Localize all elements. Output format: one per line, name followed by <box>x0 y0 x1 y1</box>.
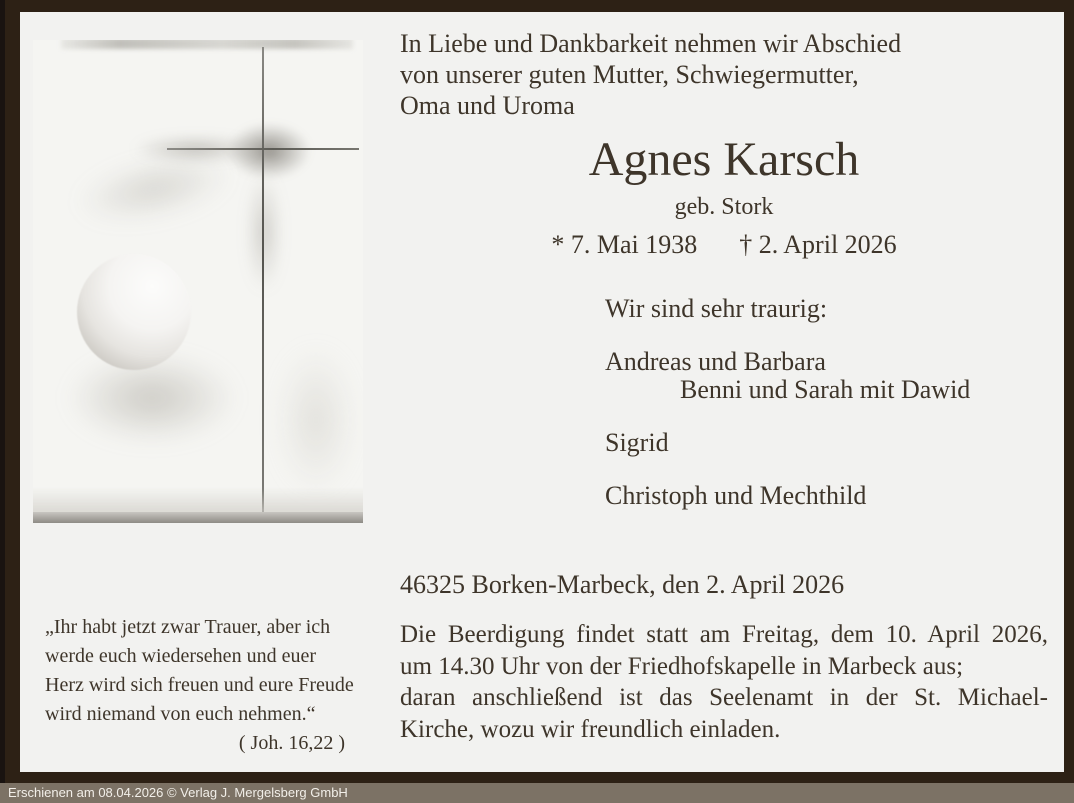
quote-source: ( Joh. 16,22 ) <box>238 732 345 754</box>
cross-horizontal-line <box>167 148 359 150</box>
funeral-line: um 14.30 Uhr von der Friedhofskapelle in Marbeck aus; <box>400 652 964 680</box>
funeral-paragraph <box>400 619 1048 745</box>
mourner-line: Andreas und Barbara <box>605 347 826 376</box>
mourner-line: Christoph und Mechthild <box>605 481 867 510</box>
funeral-line: daran anschließend ist das Seelenamt in der St. Michael- <box>400 684 1048 711</box>
artwork-right-mottle <box>269 330 363 510</box>
funeral-line: Die Beerdigung findet statt am Freitag, dem 10. April 2026, <box>400 621 1048 648</box>
quote-line: „Ihr habt jetzt zwar Trauer, aber ich <box>45 616 331 638</box>
artwork-bottom-bar <box>33 512 363 523</box>
quote-line: wird niemand von euch nehmen.“ <box>45 703 316 725</box>
bible-quote <box>45 613 359 758</box>
sphere <box>77 254 191 370</box>
funeral-line: Kirche, wozu wir freundlich einladen. <box>400 715 781 743</box>
life-dates <box>400 230 1048 260</box>
frame-left-edge <box>0 0 5 783</box>
cross-shadow-center <box>211 112 327 190</box>
quote-line: Herz wird sich freuen und eure Freude <box>45 674 354 696</box>
artwork-top-smudge <box>61 40 353 49</box>
death-date: † 2. April 2026 <box>739 230 897 259</box>
publisher-footer <box>0 783 1074 803</box>
cross-vertical-line <box>262 47 264 515</box>
mourner-line: Benni und Sarah mit Dawid <box>680 375 971 404</box>
intro-line: In Liebe und Dankbarkeit nehmen wir Abschied <box>400 29 902 58</box>
place-date: 46325 Borken-Marbeck, den 2. April 2026 <box>400 570 845 599</box>
maiden-name: geb. Stork <box>674 194 774 220</box>
artwork-bottom-band <box>33 488 363 514</box>
quote-line: werde euch wiedersehen und euer <box>45 645 316 667</box>
publisher-footer-text: Erschienen am 08.04.2026 © Verlag J. Mergelsberg GmbH <box>8 785 348 800</box>
mourners-block <box>605 295 970 510</box>
intro-text <box>400 28 980 121</box>
intro-line: Oma und Uroma <box>400 91 575 120</box>
mourning-intro: Wir sind sehr traurig: <box>605 294 828 323</box>
intro-line: von unserer guten Mutter, Schwiegermutter, <box>400 60 859 89</box>
cross-and-sphere-artwork <box>33 40 363 523</box>
name-block <box>400 134 1048 260</box>
obituary-card <box>20 12 1064 772</box>
birth-date: * 7. Mai 1938 <box>551 230 698 259</box>
mourner-line: Sigrid <box>605 428 669 457</box>
deceased-name: Agnes Karsch <box>588 133 860 186</box>
